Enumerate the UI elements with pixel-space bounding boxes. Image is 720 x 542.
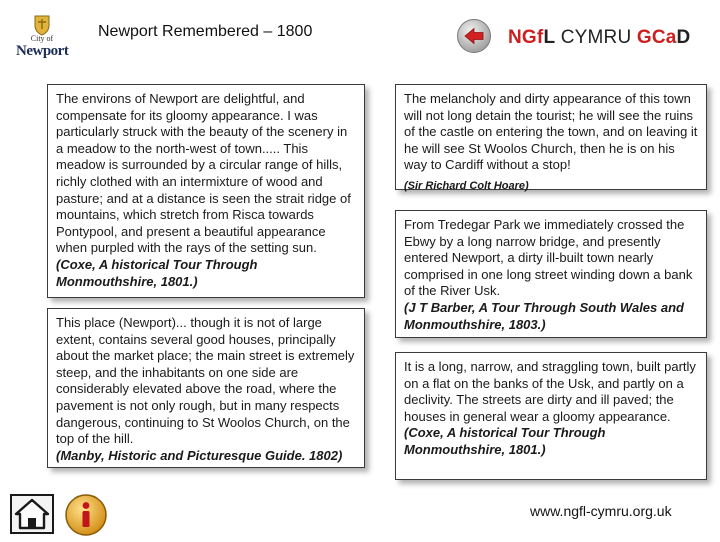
quote-citation: (J T Barber, A Tour Through South Wales and Monmouthshire, 1803.) — [404, 299, 684, 332]
back-button[interactable] — [456, 18, 492, 54]
page-title: Newport Remembered – 1800 — [98, 23, 313, 40]
quote-box-coxe-environs — [47, 84, 365, 298]
logo-city-name: Newport — [16, 43, 69, 59]
quote-citation: (Coxe, A historical Tour Through Monmouthshire, 1801.) — [56, 256, 258, 289]
info-icon — [64, 493, 108, 537]
quote-box-coxe-town — [395, 352, 707, 480]
brand-gca: GCa — [636, 27, 677, 48]
quote-text: It is a long, narrow, and straggling town, built partly on a flat on the banks of the Usk, and partly on a declivity. The streets are dirty and ill paved; the houses in general wear a gloomy appearance. — [404, 359, 696, 424]
ngfl-cymru-brand — [508, 27, 690, 49]
quote-citation: (Coxe, A historical Tour Through Monmouthshire, 1801.) — [404, 425, 606, 457]
quote-box-barber — [395, 210, 707, 338]
quote-text: The environs of Newport are delightful, and compensate for its gloomy appearance. I was particularly struck with the beauty of the scenery in a meadow to the north-west of town..... This meadow is surrounded by a circular range of hills, richly clothed with an intermixture of wood and pasture; and at a distance is seen the strait ridge of mountains, which stretch from Risca towards Pontypool, and present a beautiful appearance when purpled with the rays of the setting sun. — [56, 91, 351, 256]
home-icon — [10, 494, 54, 534]
quote-text: From Tredegar Park we immediately crossed the Ebwy by a long narrow bridge, and presently entered Newport, a dirty ill-built town nearly comprised in one long street winding down a bank of the River Usk. — [404, 217, 693, 299]
logo-city-of-text: City of — [30, 34, 54, 43]
quote-citation: (Manby, Historic and Picturesque Guide. 1802) — [56, 447, 343, 463]
newport-crest-icon — [32, 14, 52, 36]
newport-logo — [16, 14, 68, 64]
brand-ngf: NGf — [508, 27, 544, 48]
brand-d: D — [676, 27, 691, 48]
info-button[interactable] — [64, 493, 108, 537]
back-arrow-icon — [456, 18, 492, 54]
home-button[interactable] — [10, 494, 54, 534]
brand-l: L — [543, 27, 556, 48]
website-url-link[interactable]: www.ngfl-cymru.org.uk — [530, 503, 672, 519]
quote-box-colt-hoare — [395, 84, 707, 190]
quote-citation: (Sir Richard Colt Hoare) — [404, 179, 529, 192]
brand-cymru: CYMRU — [555, 27, 637, 48]
quote-text: This place (Newport)... though it is not of large extent, contains several good houses, principally about the market place; the main street is extremely steep, and the inhabitants on one side are considerably elevated above the road, where the pavement is not only rough, but in many respects dangerous, continuing to St Woolos Church, on the top of the hill. — [56, 315, 355, 447]
quote-text: The melancholy and dirty appearance of this town will not long detain the tourist; he will see the ruins of the castle on entering the town, and on leaving it he will see St Woolos Church, then he is on his way to Cardiff without a stop! — [404, 91, 698, 173]
quote-box-manby — [47, 308, 365, 468]
